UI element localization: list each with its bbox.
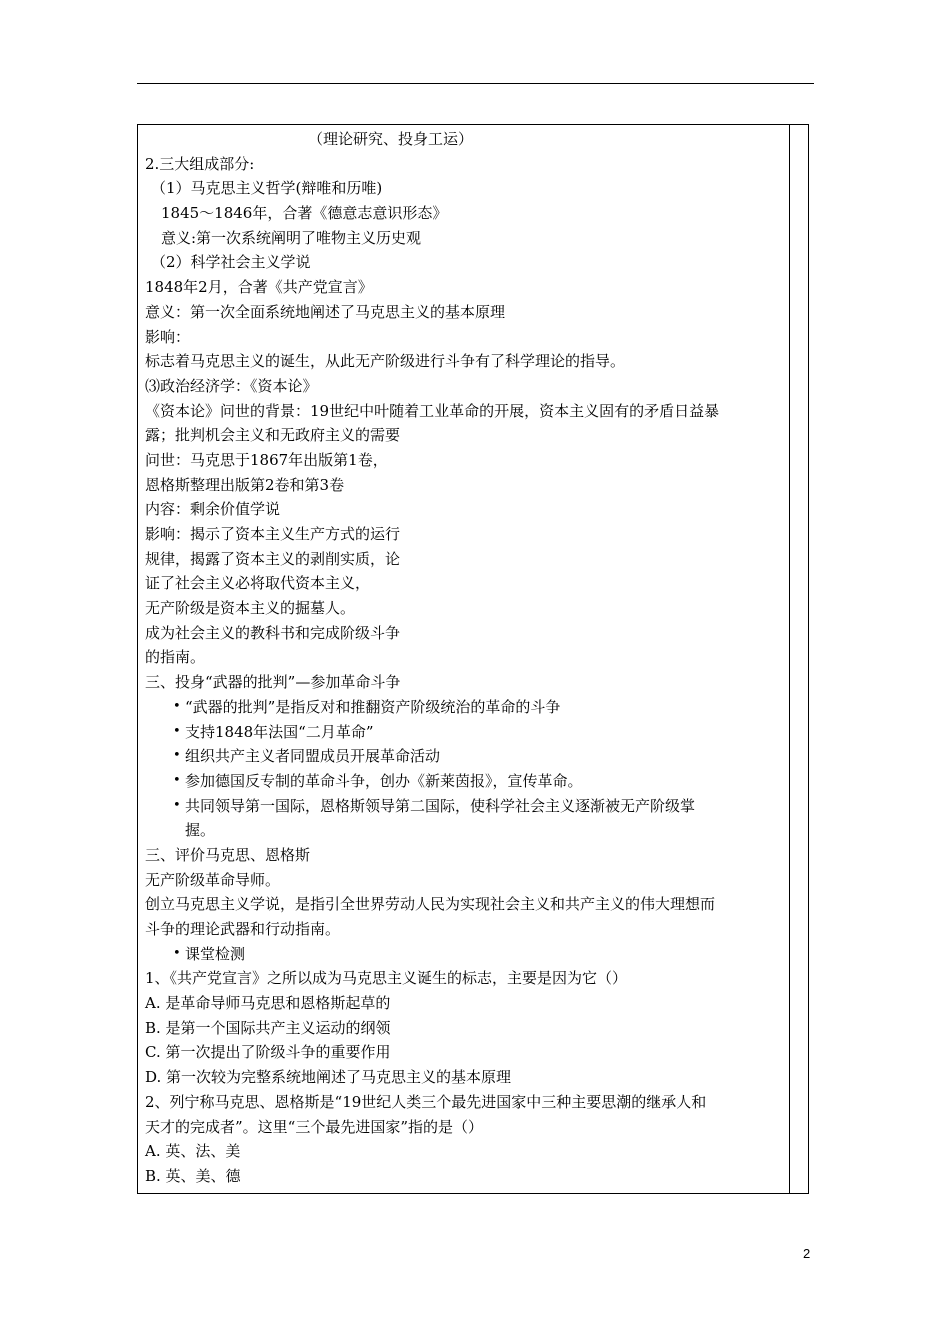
text-line: 标志着马克思主义的诞生，从此无产阶级进行斗争有了科学理论的指导。 xyxy=(145,352,626,371)
subheading: （2）科学社会主义学说 xyxy=(151,253,311,272)
text-line: 《资本论》问世的背景：19世纪中叶随着工业革命的开展，资本主义固有的矛盾日益暴 xyxy=(145,401,720,420)
document-body xyxy=(145,127,785,1189)
text-line: 斗争的理论武器和行动指南。 xyxy=(145,920,341,938)
answer-option: C. 第一次提出了阶级斗争的重要作用 xyxy=(145,1043,391,1062)
text-line: 意义：第一次全面系统地阐述了马克思主义的基本原理 xyxy=(145,302,506,321)
bullet-item: • 参加德国反专制的革命斗争，创办《新莱茵报》，宣传革命。 xyxy=(145,769,785,794)
text-line: 无产阶级革命导师。 xyxy=(145,870,281,889)
text-line: 规律，揭露了资本主义的剥削实质，论 xyxy=(145,549,401,568)
text-line: 内容：剩余价值学说 xyxy=(145,500,281,519)
text-line: 1848年2月，合著《共产党宣言》 xyxy=(145,278,373,297)
text-line: 的指南。 xyxy=(145,648,206,667)
answer-option: B. 英、美、德 xyxy=(145,1166,241,1185)
bullet-icon: • xyxy=(173,797,181,813)
bullet-item: • 课堂检测 xyxy=(145,942,785,967)
text-line: 1845～1846年，合著《德意志意识形态》 xyxy=(161,204,448,223)
text-line: 影响： xyxy=(145,327,191,346)
bullet-item: • 支持1848年法国“二月革命” xyxy=(145,720,785,745)
answer-option: B. 是第一个国际共产主义运动的纲领 xyxy=(145,1018,391,1037)
bullet-icon: • xyxy=(173,748,181,764)
section-heading: 三、投身“武器的批判”—参加革命斗争 xyxy=(145,673,401,692)
bullet-icon: • xyxy=(173,723,181,739)
section-heading: 三、评价马克思、恩格斯 xyxy=(145,845,311,864)
bullet-item: • 组织共产主义者同盟成员开展革命活动 xyxy=(145,744,785,769)
header-rule xyxy=(137,83,814,84)
text-line: 证了社会主义必将取代资本主义， xyxy=(145,574,371,593)
bullet-item: • “武器的批判”是指反对和推翻资产阶级统治的革命的斗争 xyxy=(145,695,785,720)
text-line: 成为社会主义的教科书和完成阶级斗争 xyxy=(145,623,401,642)
section-heading: 2.三大组成部分: xyxy=(145,154,255,173)
bullet-icon: • xyxy=(173,772,181,788)
text-line: 无产阶级是资本主义的掘墓人。 xyxy=(145,599,356,618)
question-text: 1、《共产党宣言》之所以成为马克思主义诞生的标志，主要是因为它（） xyxy=(145,969,628,988)
text-line: 意义:第一次系统阐明了唯物主义历史观 xyxy=(161,228,422,247)
page-number: 2 xyxy=(803,1246,811,1261)
bullet-icon: • xyxy=(173,945,181,961)
text-line: 影响：揭示了资本主义生产方式的运行 xyxy=(145,525,401,543)
answer-option: A. 英、法、美 xyxy=(145,1142,241,1161)
text-line: （理论研究、投身工运） xyxy=(308,130,474,148)
text-line: 创立马克思主义学说，是指引全世界劳动人民为实现社会主义和共产主义的伟大理想而 xyxy=(145,895,716,914)
subheading: （1）马克思主义哲学(辩唯和历唯) xyxy=(151,179,383,198)
text-line: 问世：马克思于1867年出版第1卷， xyxy=(145,450,388,469)
answer-option: D. 第一次较为完整系统地阐述了马克思主义的基本原理 xyxy=(145,1068,512,1087)
bullet-icon: • xyxy=(173,698,181,714)
answer-option: A. 是革命导师马克思和恩格斯起草的 xyxy=(145,994,391,1013)
bullet-item-continuation: 握。 xyxy=(185,821,216,840)
text-line: 露；批判机会主义和无政府主义的需要 xyxy=(145,426,401,445)
question-text: 2、列宁称马克思、恩格斯是“19世纪人类三个最先进国家中三种主要思潮的继承人和 xyxy=(145,1092,707,1111)
text-line: 恩格斯整理出版第2卷和第3卷 xyxy=(145,475,345,494)
question-text: 天才的完成者”。这里“三个最先进国家”指的是（） xyxy=(145,1117,484,1136)
table-column-divider xyxy=(789,124,790,1194)
subheading: ⑶政治经济学：《资本论》 xyxy=(145,376,318,395)
bullet-item: • 共同领导第一国际，恩格斯领导第二国际，使科学社会主义逐渐被无产阶级掌 xyxy=(145,794,785,819)
